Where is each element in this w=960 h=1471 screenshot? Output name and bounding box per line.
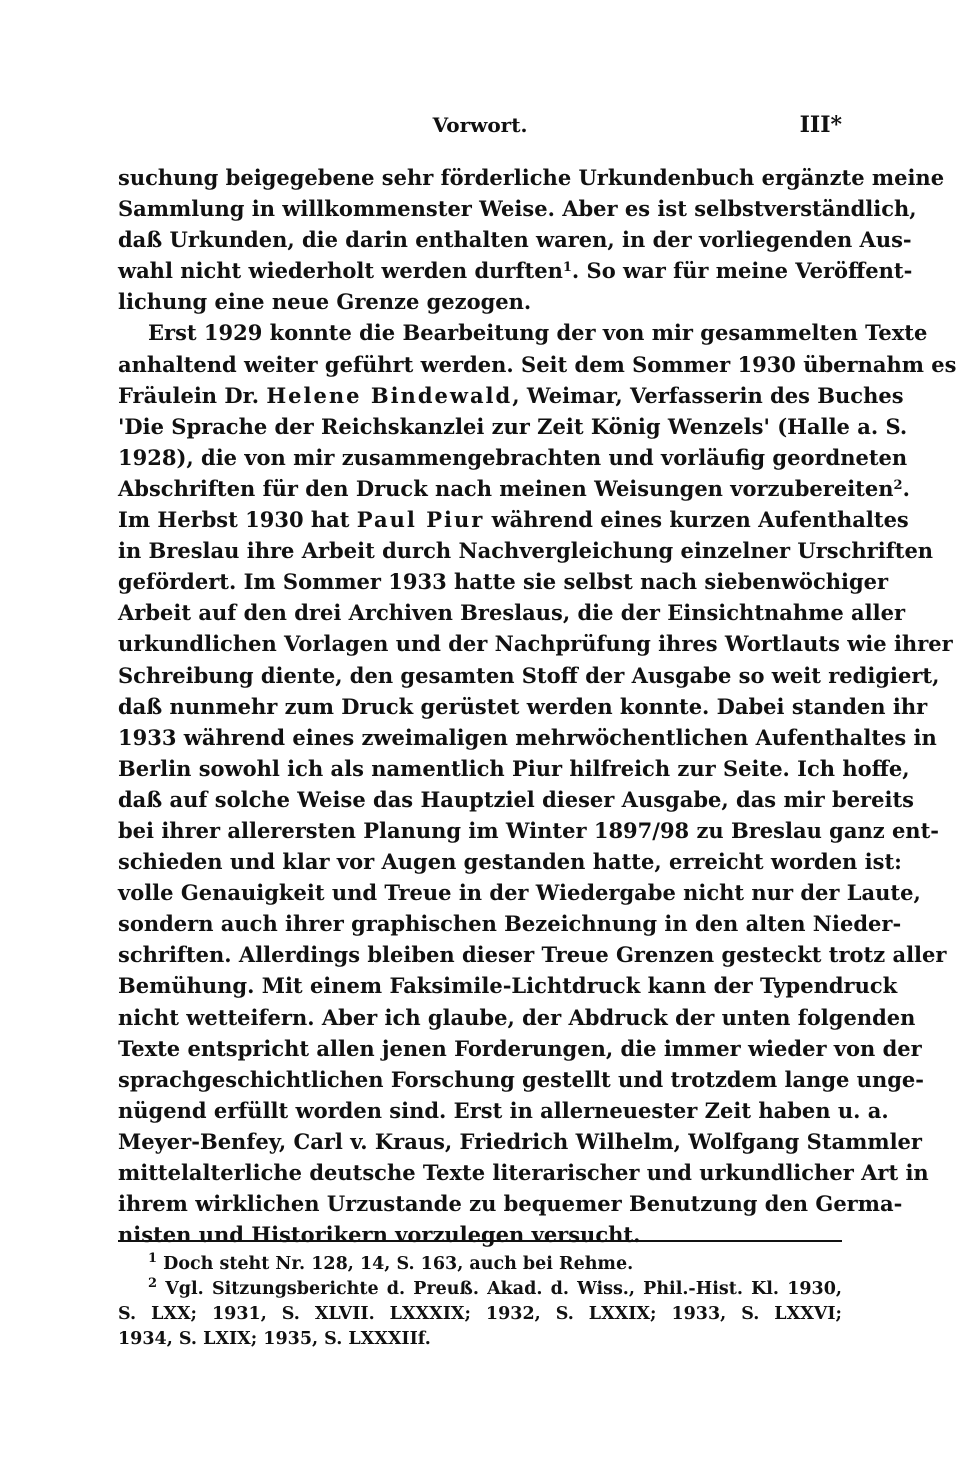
text-line: gefördert. Im Sommer 1933 hatte sie selbst nach siebenwöchiger <box>118 569 889 595</box>
footnote-1 <box>118 1252 842 1277</box>
text-segment: . So war für meine Veröffent- <box>571 258 913 284</box>
text-segment: Im Herbst 1930 hat <box>118 507 357 533</box>
text-segment: wahl nicht wiederholt werden durften <box>118 258 563 284</box>
text-segment: während eines kurzen Aufenthaltes <box>484 507 909 533</box>
person-name: Paul Piur <box>356 507 485 533</box>
text-line: 1928), die von mir zusammengebrachten und vorläufig geordneten <box>118 444 908 470</box>
body-text <box>118 162 957 1250</box>
text-line: urkundlichen Vorlagen und der Nachprüfung ihres Wortlauts wie ihrer <box>118 631 953 657</box>
footnote-mark: 1 <box>148 1251 158 1266</box>
text-line: sondern auch ihrer graphischen Bezeichnung in den alten Nieder- <box>118 911 902 937</box>
text-line: Meyer-Benfey, Carl v. Kraus, Friedrich Wilhelm, Wolfgang Stammler <box>118 1128 922 1154</box>
text-line: suchung beigegebene sehr förderliche Urkundenbuch ergänzte meine <box>118 165 945 190</box>
footnote-ref-2: 2 <box>893 477 903 493</box>
page-number: III* <box>799 112 842 138</box>
footnotes <box>118 1252 842 1352</box>
text-segment: Abschriften für den Druck nach meinen Weisungen vorzubereiten <box>118 475 894 501</box>
text-segment: , Weimar, Verfasserin des Buches <box>512 382 904 408</box>
text-line <box>118 504 909 535</box>
text-line: volle Genauigkeit und Treue in der Wiedergabe nicht nur der Laute, <box>118 880 921 906</box>
text-line: nisten und Historikern vorzulegen versucht. <box>118 1222 641 1248</box>
footnote-mark: 2 <box>148 1276 158 1291</box>
text-line: 'Die Sprache der Reichskanzlei zur Zeit König Wenzels' (Halle a. S. <box>118 413 908 439</box>
text-segment: Fräulein Dr. <box>118 382 267 408</box>
text-line: Schreibung diente, den gesamten Stoff der Ausgabe so weit redigiert, <box>118 662 940 688</box>
text-line: sprachgeschichtlichen Forschung gestellt und trotzdem lange unge- <box>118 1066 924 1092</box>
text-line: Arbeit auf den drei Archiven Breslaus, die der Einsichtnahme aller <box>118 600 906 626</box>
text-line: nicht wetteifern. Aber ich glaube, der Abdruck der unten folgenden <box>118 1004 916 1030</box>
text-line: anhaltend weiter geführt werden. Seit dem Sommer 1930 übernahm es <box>118 351 957 377</box>
text-line: lichung eine neue Grenze gezogen. <box>118 289 532 315</box>
running-title: Vorwort. <box>432 113 528 137</box>
footnote-text: Doch steht Nr. 128, 14, S. 163, auch bei Rehme. <box>163 1254 634 1274</box>
text-line: daß auf solche Weise das Hauptziel dieser Ausgabe, das mir bereits <box>118 786 914 812</box>
footnote-rule <box>118 1240 842 1242</box>
footnote-line: S. LXX; 1931, S. XLVII. LXXXIX; 1932, S. LXXIX; 1933, S. LXXVI; <box>118 1304 842 1324</box>
text-line: schieden und klar vor Augen gestanden hatte, erreicht worden ist: <box>118 849 902 875</box>
text-segment: . <box>902 475 910 501</box>
footnote-ref-1: 1 <box>562 260 572 276</box>
text-line <box>118 380 904 411</box>
text-line: mittelalterliche deutsche Texte literarischer und urkundlicher Art in <box>118 1160 929 1185</box>
text-line: in Breslau ihre Arbeit durch Nachvergleichung einzelner Urschriften <box>118 538 934 564</box>
text-line: ihrem wirklichen Urzustande zu bequemer Benutzung den Germa- <box>118 1191 903 1217</box>
text-line: schriften. Allerdings bleiben dieser Treue Grenzen gesteckt trotz aller <box>118 942 947 968</box>
footnote-2 <box>118 1277 842 1302</box>
text-line: Erst 1929 konnte die Bearbeitung der von mir gesammelten Texte <box>148 320 928 346</box>
text-line: Sammlung in willkommenster Weise. Aber es ist selbstverständlich, <box>118 196 917 222</box>
person-name: Helene Bindewald <box>266 382 513 408</box>
text-line: 1933 während eines zweimaligen mehrwöchentlichen Aufenthaltes in <box>118 724 937 750</box>
text-line: daß nunmehr zum Druck gerüstet werden konnte. Dabei standen ihr <box>118 693 928 719</box>
text-line <box>118 255 913 286</box>
text-line: Bemühung. Mit einem Faksimile-Lichtdruck kann der Typendruck <box>118 973 898 999</box>
footnote-text: Vgl. Sitzungsberichte d. Preuß. Akad. d. Wiss., Phil.-Hist. Kl. 1930, <box>165 1279 842 1299</box>
text-line: Texte entspricht allen jenen Forderungen, die immer wieder von der <box>118 1035 922 1061</box>
running-head <box>118 108 842 142</box>
text-line: Berlin sowohl ich als namentlich Piur hilfreich zur Seite. Ich hoffe, <box>118 755 910 781</box>
text-line: nügend erfüllt worden sind. Erst in allerneuester Zeit haben u. a. <box>118 1097 889 1123</box>
footnote-line: 1934, S. LXIX; 1935, S. LXXXIIf. <box>118 1329 431 1349</box>
text-line: daß Urkunden, die darin enthalten waren, in der vorliegenden Aus- <box>118 227 912 253</box>
text-line: bei ihrer allerersten Planung im Winter 1897/98 zu Breslau ganz ent- <box>118 817 939 843</box>
text-line <box>118 473 910 504</box>
